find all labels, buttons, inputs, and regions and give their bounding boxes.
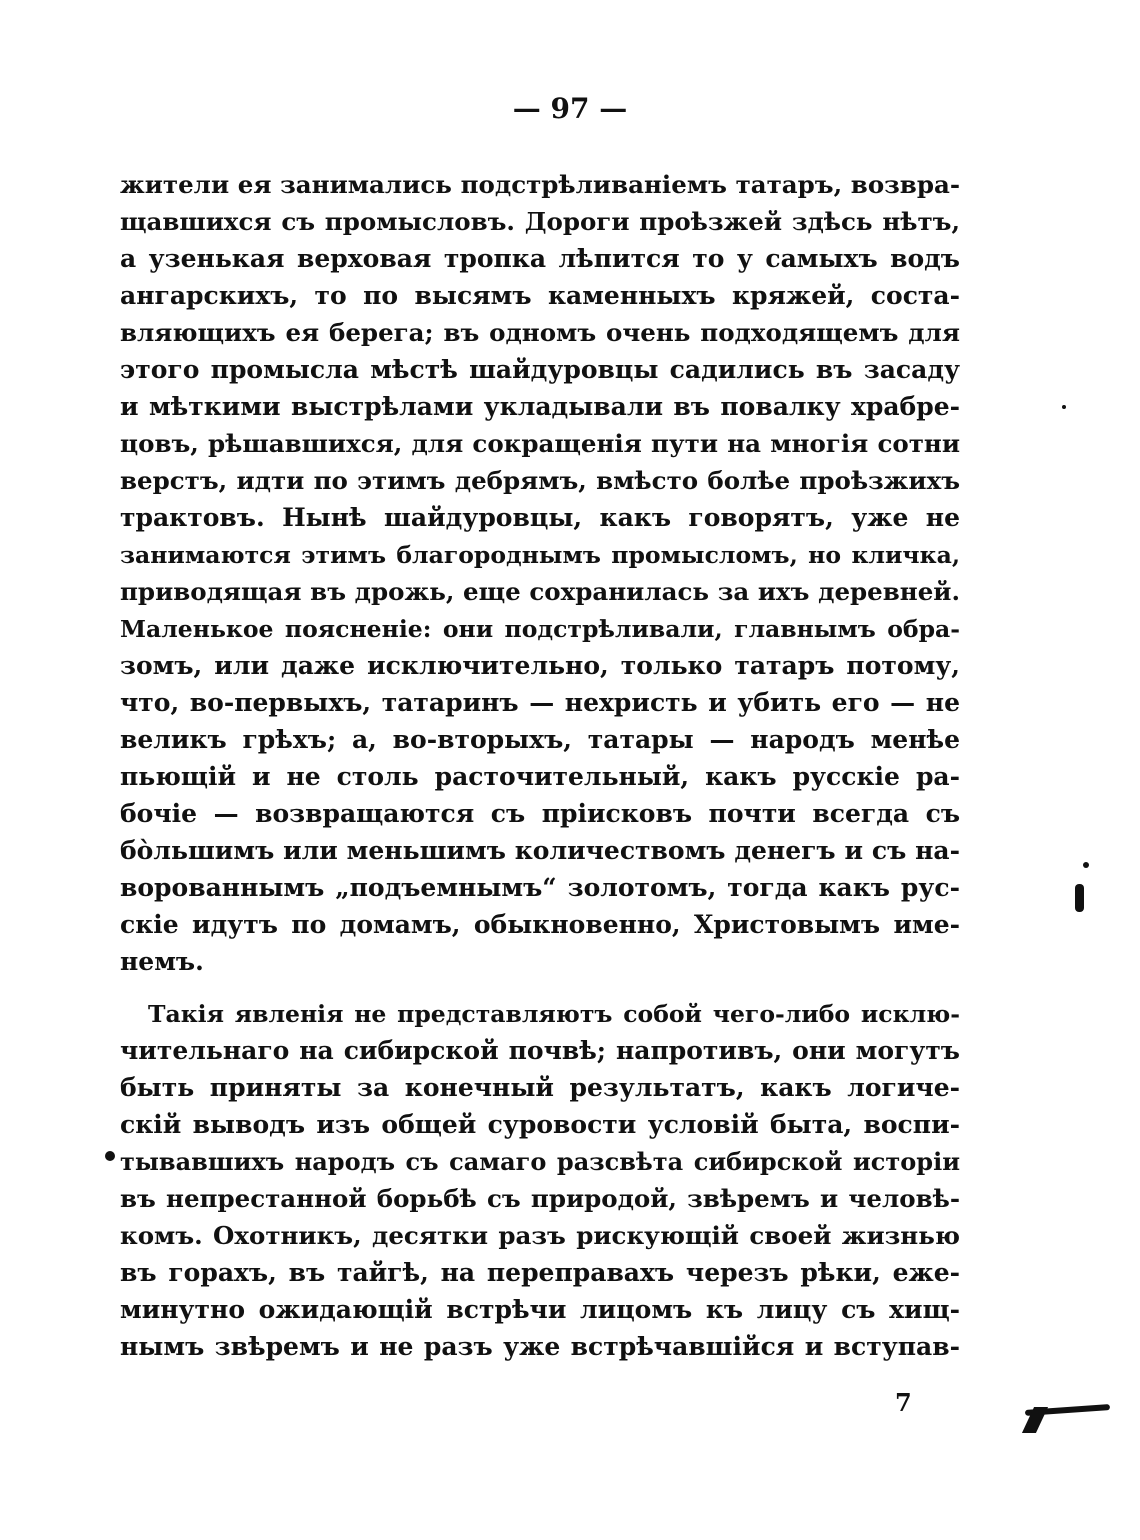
text-line: щавшихся съ промысловъ. Дороги проѣзжей здѣсь нѣтъ,	[120, 207, 960, 236]
ink-speck	[1083, 862, 1089, 868]
text-line: бо̀льшимъ или меньшимъ количествомъ денегъ и съ на-	[120, 836, 960, 865]
text-line: ворованнымъ „подъемнымъ“ золотомъ, тогда какъ рус-	[120, 873, 960, 902]
signature-mark: 7	[895, 1388, 912, 1417]
text-line: зомъ, или даже исключительно, только татаръ потому,	[120, 651, 960, 680]
text-line: ангарскихъ, то по высямъ каменныхъ кряжей, соста-	[120, 281, 960, 310]
text-line: комъ. Охотникъ, десятки разъ рискующій своей жизнью	[120, 1221, 960, 1250]
ink-speck	[105, 1151, 115, 1161]
text-line: пьющій и не столь расточительный, какъ русскіе ра-	[120, 762, 960, 791]
text-line: скіе идутъ по домамъ, обыкновенно, Христовымъ име-	[120, 910, 960, 939]
ink-speck	[1062, 405, 1066, 409]
text-line: скій выводъ изъ общей суровости условій быта, воспи-	[120, 1110, 960, 1139]
page-number: — 97 —	[512, 92, 628, 125]
text-line: минутно ожидающій встрѣчи лицомъ къ лицу съ хищ-	[120, 1295, 960, 1324]
ink-speck	[1075, 884, 1084, 912]
text-line: цовъ, рѣшавшихся, для сокращенія пути на многія сотни	[120, 429, 960, 458]
text-line: тывавшихъ народъ съ самаго разсвѣта сибирской исторіи	[120, 1147, 960, 1176]
text-line: и мѣткими выстрѣлами укладывали въ повалку храбре-	[120, 392, 960, 421]
text-line: быть приняты за конечный результатъ, какъ логиче-	[120, 1073, 960, 1102]
text-line: этого промысла мѣстѣ шайдуровцы садились въ засаду	[120, 355, 960, 384]
text-line: приводящая въ дрожь, еще сохранилась за ихъ деревней.	[120, 577, 960, 606]
text-line: верстъ, идти по этимъ дебрямъ, вмѣсто болѣе проѣзжихъ	[120, 466, 960, 495]
text-line: жители ея занимались подстрѣливаніемъ татаръ, возвра-	[120, 170, 960, 199]
text-line: чительнаго на сибирской почвѣ; напротивъ, они могутъ	[120, 1036, 960, 1065]
text-line: трактовъ. Нынѣ шайдуровцы, какъ говорятъ, уже не	[120, 503, 960, 532]
text-line: немъ.	[120, 947, 204, 976]
text-line: бочіе — возвращаются съ пріисковъ почти всегда съ	[120, 799, 960, 828]
text-line: вляющихъ ея берега; въ одномъ очень подходящемъ для	[120, 318, 960, 347]
text-line: Маленькое поясненіе: они подстрѣливали, главнымъ обра-	[120, 615, 960, 643]
text-line: въ горахъ, въ тайгѣ, на переправахъ черезъ рѣки, еже-	[120, 1258, 960, 1287]
text-line: что, во-первыхъ, татаринъ — нехристь и убить его — не	[120, 688, 960, 717]
text-line: нымъ звѣремъ и не разъ уже встрѣчавшійся и вступав-	[120, 1332, 960, 1361]
text-line: занимаются этимъ благороднымъ промысломъ, но кличка,	[120, 541, 960, 569]
text-line: великъ грѣхъ; а, во-вторыхъ, татары — народъ менѣе	[120, 725, 960, 754]
text-line: въ непрестанной борьбѣ съ природой, звѣремъ и человѣ-	[120, 1184, 960, 1213]
text-line: Такія явленія не представляютъ собой чего-либо исклю-	[148, 1000, 960, 1028]
text-line: а узенькая верховая тропка лѣпится то у самыхъ водъ	[120, 244, 960, 273]
